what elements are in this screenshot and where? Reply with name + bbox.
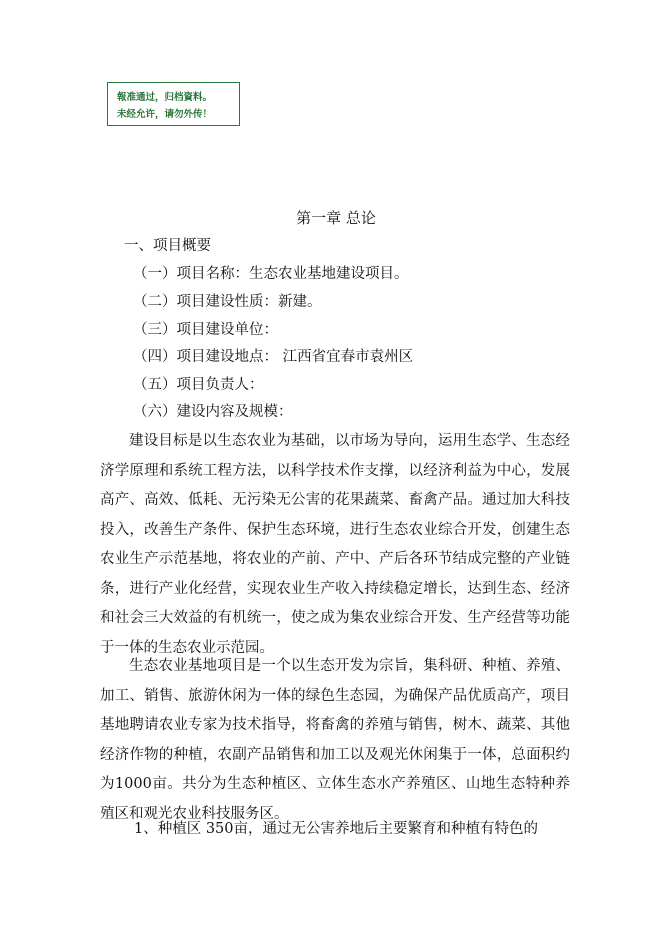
- item-project-name: （一）项目名称：生态农业基地建设项目。: [133, 266, 409, 282]
- item-construction-scope: （六）建设内容及规模：: [133, 404, 293, 420]
- stamp-line-2: 未经允许，请勿外传！: [117, 109, 213, 120]
- paragraph-goals: 建设目标是以生态农业为基础，以市场为导向，运用生态学、生态经济学原理和系统工程方法，以科学技术作支撑，以经济利益为中心，发展高产、高效、低耗、无污染无公害的花果蔬菜、畜禽产品。通过加大科技投入，改善生产条件、保护生态环境，进行生态农业综合开发，创建生态农业生产示范基地，将农业的产前、产中、产后各环节结成完整的产业链条，进行产业化经营，实现农业生产收入持续稳定增长，达到生态、经济和社会三大效益的有机统一，使之成为集农业综合开发、生产经营等功能于一体的生态农业示范园。: [100, 433, 570, 656]
- item-project-nature: （二）项目建设性质：新建。: [133, 294, 322, 310]
- item-project-location: （四）项目建设地点： 江西省宜春市袁州区: [133, 349, 414, 365]
- item-project-leader: （五）项目负责人：: [133, 377, 264, 393]
- stamp-line-1: 報准通过，归档資料。: [117, 92, 213, 103]
- item-project-unit: （三）项目建设单位：: [133, 322, 278, 338]
- paragraph-base-project: 生态农业基地项目是一个以生态开发为宗旨，集科研、种植、养殖、加工、销售、旅游休闲为一体的绿色生态园，为确保产品优质高产，项目基地聘请农业专家为技术指导，将畜禽的养殖与销售，树木、蔬菜、其他经济作物的种植，农副产品销售和加工以及观光休闲集于一体，总面积约为1000亩。共分为生态种植区、立体生态水产养殖区、山地生态特种养殖区和观光农业科技服务区。: [100, 658, 570, 822]
- approval-stamp: [107, 82, 240, 126]
- chapter-title: 第一章 总论: [296, 209, 376, 227]
- planting-area-line: 1、种植区 350亩，通过无公害养地后主要繁育和种植有特色的: [134, 821, 539, 837]
- section-heading: 一、项目概要: [124, 238, 211, 254]
